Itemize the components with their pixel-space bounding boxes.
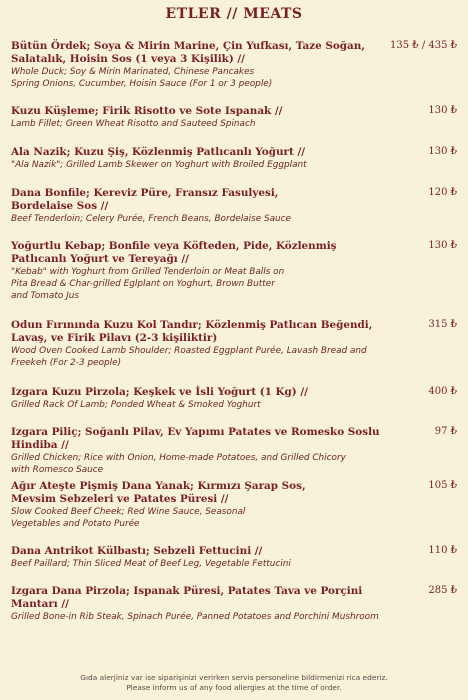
menu-item: [11, 319, 457, 369]
item-name-tr: Odun Fırınında Kuzu Kol Tandır; Közlenmiş Patlıcan Beğendi, Lavaş, ve Firik Pilavı (2-3 kişiliktir): [11, 319, 373, 344]
menu-item: [11, 426, 457, 476]
item-name-tr: Ağır Ateşte Pişmiş Dana Yanak; Kırmızı Şarap Sos, Mevsim Sebzeleri ve Patates Püresi //: [11, 480, 306, 505]
item-name-tr: Yoğurtlu Kebap; Bonfile veya Köfteden, Pide, Közlenmiş Patlıcanlı Yoğurt ve Tereyağı //: [11, 240, 337, 265]
item-price: 97 ₺: [434, 426, 457, 437]
allergy-note: [0, 673, 468, 693]
item-name-en: Slow Cooked Beef Cheek; Red Wine Sauce, Seasonal Vegetables and Potato Purée: [11, 507, 246, 529]
item-name-en: Lamb Fillet; Green Wheat Risotto and Sauteed Spinach: [11, 119, 256, 129]
menu-item: [11, 386, 457, 411]
menu-item: [11, 187, 457, 225]
item-price: 105 ₺: [428, 480, 457, 491]
item-name-en: Grilled Bone-in Rib Steak, Spinach Purée, Panned Potatoes and Porchini Mushroom: [11, 612, 379, 622]
item-name-en: Grilled Rack Of Lamb; Ponded Wheat & Smoked Yoghurt: [11, 400, 261, 410]
item-price: 315 ₺: [428, 319, 457, 330]
menu-item: [11, 480, 457, 530]
item-price: 130 ₺: [428, 146, 457, 157]
item-price: 110 ₺: [428, 545, 457, 556]
item-name-tr: Ala Nazik; Kuzu Şiş, Közlenmiş Patlıcanlı Yoğurt //: [11, 146, 306, 158]
item-name-tr: Izgara Kuzu Pirzola; Keşkek ve İsli Yoğurt (1 Kg) //: [11, 386, 308, 398]
item-name-tr: Kuzu Küşleme; Firik Risotto ve Sote Ispanak //: [11, 105, 283, 117]
item-name-en: Wood Oven Cooked Lamb Shoulder; Roasted Eggplant Purée, Lavash Bread and Freekeh (For 2-3 people): [11, 346, 367, 368]
allergy-note-tr: Gıda alerjiniz var ise siparişinizi verirken servis personeline bildirmenizi rica ederiz.: [80, 673, 388, 682]
item-name-tr: Izgara Dana Pirzola; Ispanak Püresi, Patates Tava ve Porçini Mantarı //: [11, 585, 363, 610]
menu-item: [11, 40, 457, 90]
allergy-note-en: Please inform us of any food allergies at the time of order.: [126, 683, 342, 692]
menu-item: [11, 585, 457, 623]
menu-item: [11, 545, 457, 570]
item-price: 120 ₺: [428, 187, 457, 198]
item-price: 130 ₺: [428, 240, 457, 251]
item-name-tr: Izgara Piliç; Soğanlı Pilav, Ev Yapımı Patates ve Romesko Soslu Hindiba //: [11, 426, 380, 451]
menu-item: [11, 240, 457, 302]
item-name-en: "Ala Nazik"; Grilled Lamb Skewer on Yoghurt with Broiled Eggplant: [11, 160, 307, 170]
item-name-en: Beef Tenderloin; Celery Purée, French Beans, Bordelaise Sauce: [11, 214, 292, 224]
item-name-tr: Dana Antrikot Külbastı; Sebzeli Fettucini //: [11, 545, 263, 557]
section-title: ETLER // MEATS: [165, 6, 303, 22]
item-price: 130 ₺: [428, 105, 457, 116]
item-price: 285 ₺: [428, 585, 457, 596]
menu-item: [11, 105, 457, 130]
item-name-en: Beef Paillard; Thin Sliced Meat of Beef Leg, Vegetable Fettucini: [11, 559, 291, 569]
menu-item: [11, 146, 457, 171]
item-name-en: "Kebab" with Yoghurt from Grilled Tenderloin or Meat Balls on Pita Bread & Char-grilled Eglplant on Yoghurt, Brown Butter and Tomato Jus: [11, 267, 285, 301]
item-price: 135 ₺ / 435 ₺: [390, 40, 457, 51]
item-name-en: Whole Duck; Soy & Mirin Marinated, Chinese Pancakes Spring Onions, Cucumber, Hoisin Sauce (For 1 or 3 people): [11, 67, 273, 89]
item-name-tr: Bütün Ördek; Soya & Mirin Marine, Çin Yufkası, Taze Soğan, Salatalık, Hoisin Sos (1 veya 3 Kişilik) //: [11, 40, 365, 65]
item-name-en: Grilled Chicken; Rice with Onion, Home-made Potatoes, and Grilled Chicory with Romesco Sauce: [11, 453, 346, 475]
item-price: 400 ₺: [428, 386, 457, 397]
item-name-tr: Dana Bonfile; Kereviz Püre, Fransız Fasulyesi, Bordelaise Sos //: [11, 187, 279, 212]
